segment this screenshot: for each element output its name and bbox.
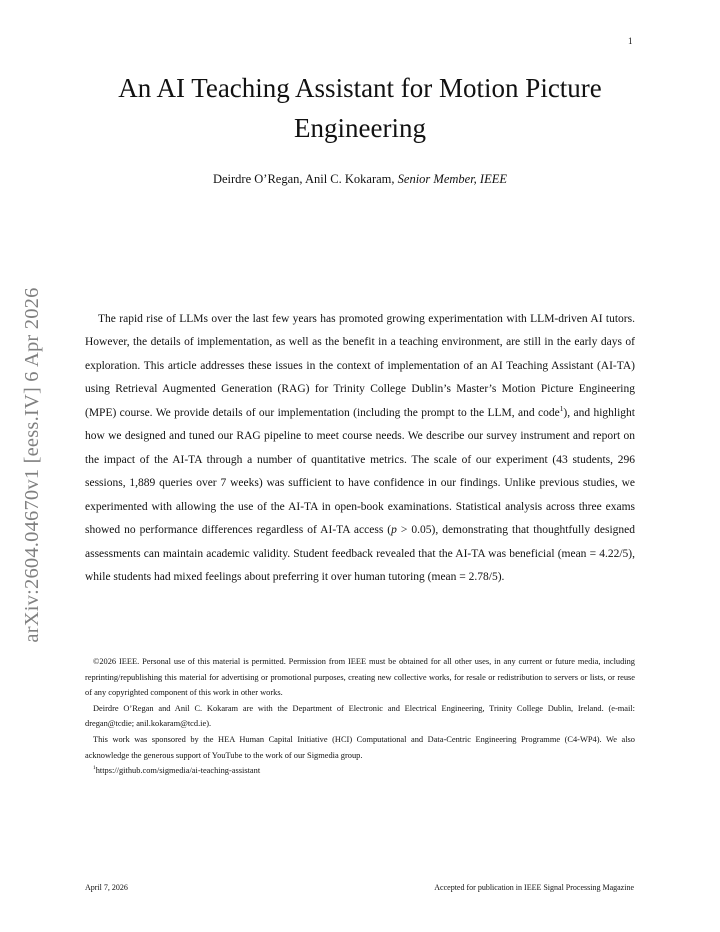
footnote-link[interactable]: https://github.com/sigmedia/ai-teaching-assistant <box>95 766 261 776</box>
author-affiliation: Deirdre O’Regan and Anil C. Kokaram are with the Department of Electronic and Electrical Engineering, Trinity College Dublin, Ireland. (e-mail: dregan@tcdie; anil.kokaram@tcd.ie). <box>85 703 635 729</box>
copyright-notice: ©2026 IEEE. Personal use of this material is permitted. Permission from IEEE must be obtained for all other uses, in any current or future media, including reprinting/republishing this material for advertising or promotional purposes, creating new collective works, for resale or redistribution to servers or lists, or reuse of any copyrighted component of this work in other works. <box>85 657 635 698</box>
abstract-part-3: ), demonstrating that thoughtfully designed assessments can maintain academic validity. Student feedback revealed that the AI-TA was beneficial (mean = 4.22/5), while students had mixed feelings about preferring it over human tutoring (mean = 2.78/5). <box>85 524 635 583</box>
abstract-part-2: ), and highlight how we designed and tuned our RAG pipeline to meet course needs. We describe our survey instrument and report on the impact of the AI-TA through a number of quantitative metrics. The scale of our experiment (43 students, 296 sessions, 1,889 queries over 7 weeks) was sufficient to have confidence in our findings. Unlike previous studies, we experimented with allowing the use of the AI-TA in open-book examinations. Statistical analysis across three exams showed no performance differences regardless of AI-TA access ( <box>85 406 635 537</box>
footnote <box>85 763 635 779</box>
author-line <box>60 172 660 187</box>
front-matter-notes <box>85 654 635 779</box>
footnote-marker: 1 <box>559 403 564 413</box>
footer-publication-status: Accepted for publication in IEEE Signal Processing Magazine <box>434 883 634 892</box>
funding-acknowledgement: This work was sponsored by the HEA Human Capital Initiative (HCI) Computational and Data-Centric Engineering Programme (C4-WP4). We also acknowledge the generous support of YouTube to the work of our Sigmedia group. <box>85 734 635 760</box>
abstract-part-1: The rapid rise of LLMs over the last few years has promoted growing experimentation with LLM-driven AI tutors. However, the details of implementation, as well as the benefit in a teaching environment, are still in the early days of exploration. This article addresses these issues in the context of implementation of an AI Teaching Assistant (AI-TA) using Retrieval Augmented Generation (RAG) for Trinity College Dublin’s Master’s Motion Picture Engineering (MPE) course. We provide details of our implementation (including the prompt to the LLM, and code <box>85 313 635 419</box>
author-membership: Senior Member, IEEE <box>397 172 508 186</box>
p-value-symbol: p <box>391 524 397 537</box>
abstract <box>85 308 635 589</box>
paper-title: An AI Teaching Assistant for Motion Picture Engineering <box>118 73 602 143</box>
footnote-number: 1 <box>93 765 96 772</box>
arxiv-stamp: arXiv:2604.04670v1 [eess.IV] 6 Apr 2026 <box>21 287 43 643</box>
page-number: 1 <box>628 36 633 46</box>
author-names: Deirdre O’Regan, Anil C. Kokaram, <box>212 172 398 186</box>
p-value-threshold: > 0.05 <box>396 524 432 537</box>
footer-date: April 7, 2026 <box>85 883 128 892</box>
